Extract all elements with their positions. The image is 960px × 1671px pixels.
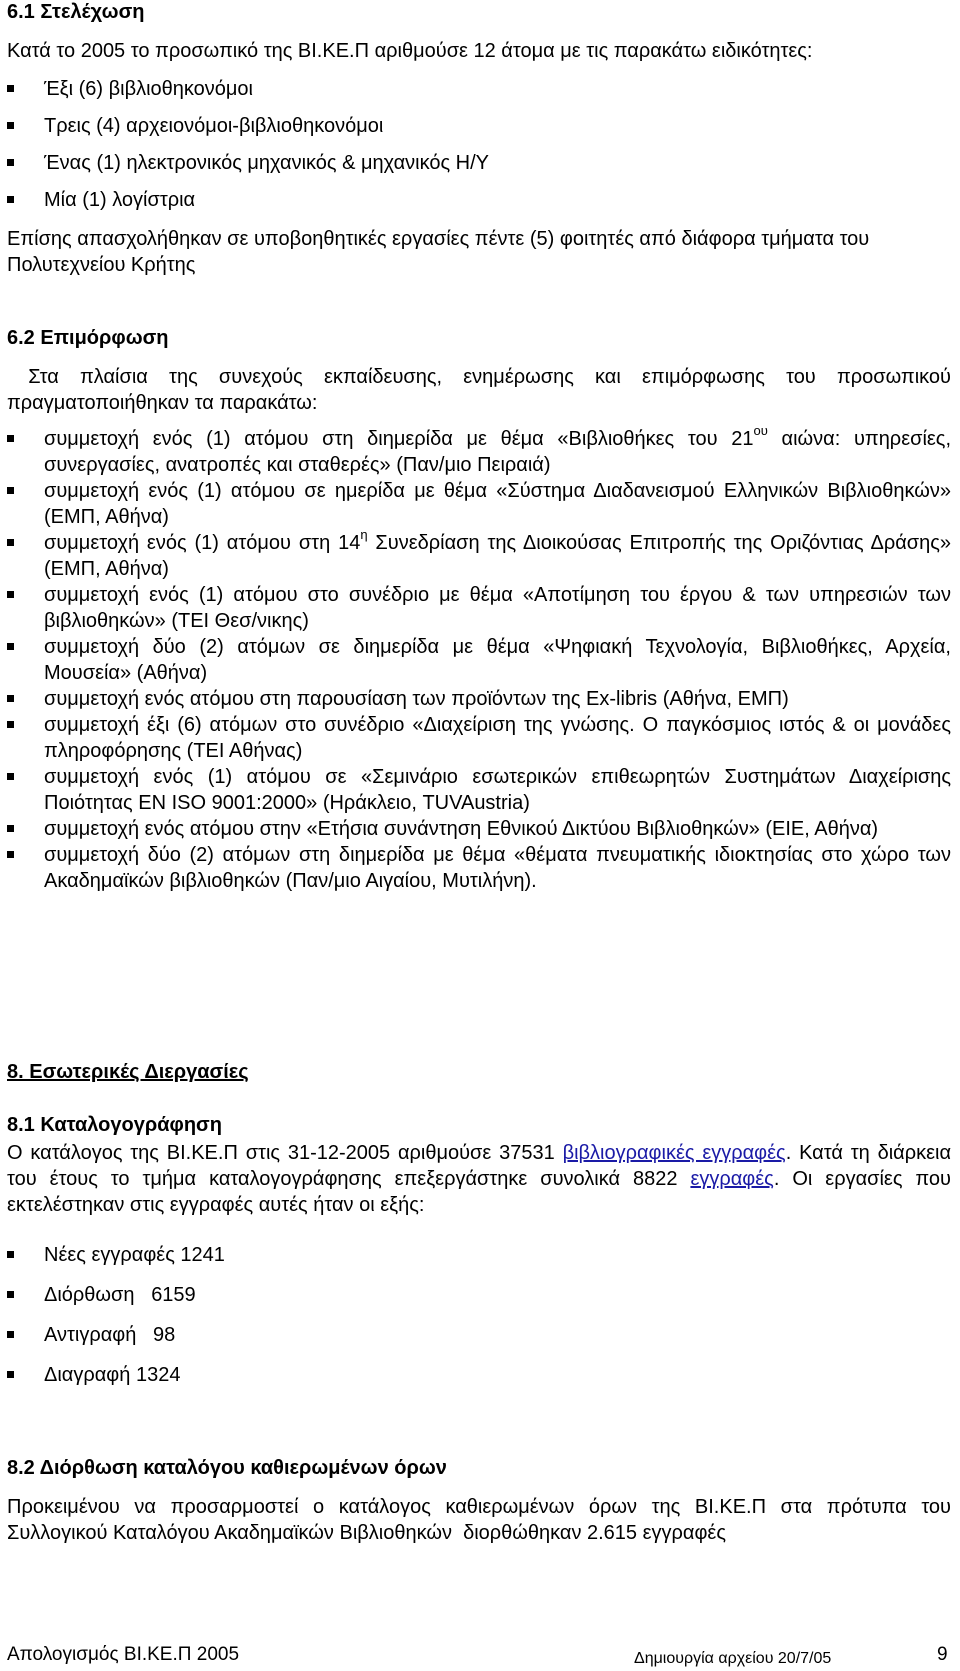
square-bullet-icon bbox=[7, 591, 14, 598]
list-item: Μία (1) λογίστρια bbox=[0, 187, 951, 213]
list-item: Διαγραφή 1324 bbox=[0, 1362, 951, 1388]
list-item: συμμετοχή ενός (1) ατόμου στο συνέδριο με θέμα «Αποτίμηση του έργου & των υπηρεσιών των βιβλιοθηκών» (ΤΕΙ Θεσ/νικης) bbox=[0, 582, 951, 634]
square-bullet-icon bbox=[7, 643, 14, 650]
list-item: Αντιγραφή 98 bbox=[0, 1322, 951, 1348]
section-8-2-title: 8.2 Διόρθωση καταλόγου καθιερωμένων όρων bbox=[7, 1457, 447, 1479]
list-item: Νέες εγγραφές 1241 bbox=[0, 1242, 951, 1268]
list-item: συμμετοχή δύο (2) ατόμων στη διημερίδα με θέμα «θέματα πνευματικής ιδιοκτησίας στο χώρο των Ακαδημαϊκών βιβλιοθηκών (Παν/μιο Αιγαίου, Μυτιλήνη). bbox=[0, 842, 951, 894]
list-item: Έξι (6) βιβλιοθηκονόμοι bbox=[0, 76, 951, 102]
footer-date: Δημιουργία αρχείου 20/7/05 bbox=[634, 1650, 832, 1667]
square-bullet-icon bbox=[7, 539, 14, 546]
list-item: συμμετοχή δύο (2) ατόμων σε διημερίδα με θέμα «Ψηφιακή Τεχνολογία, Βιβλιοθήκες, Αρχεία, Μουσεία» (Αθήνα) bbox=[0, 634, 951, 686]
square-bullet-icon bbox=[7, 1291, 14, 1298]
section-6-2-intro: Στα πλαίσια της συνεχούς εκπαίδευσης, ενημέρωσης και επιμόρφωσης του προσωπικού πραγματοποιήθηκαν τα παρακάτω: bbox=[7, 366, 957, 414]
square-bullet-icon bbox=[7, 122, 14, 129]
list-item: συμμετοχή ενός ατόμου στη παρουσίαση των προϊόντων της Ex-libris (Αθήνα, ΕΜΠ) bbox=[0, 686, 951, 712]
footer-title: Απολογισμός ΒΙ.ΚΕ.Π 2005 bbox=[7, 1644, 240, 1665]
list-item: συμμετοχή ενός (1) ατόμου στη διημερίδα με θέμα «Βιβλιοθήκες του $21^{o\upsilon}$ αιώνα: υπηρεσίες, συνεργασίες, ανατροπές και σταθερές» (Παν/μιο Πειραιά) bbox=[0, 426, 951, 478]
square-bullet-icon bbox=[7, 1371, 14, 1378]
list-item: συμμετοχή έξι (6) ατόμων στο συνέδριο «Διαχείριση της γνώσης. Ο παγκόσμιος ιστός & οι μονάδες πληροφόρησης (ΤΕΙ Αθήνας) bbox=[0, 712, 951, 764]
list-item: συμμετοχή ενός ατόμου στην «Ετήσια συνάντηση Εθνικού Δικτύου Βιβλιοθηκών» (ΕΙΕ, Αθήνα) bbox=[0, 816, 951, 842]
section-6-2-title: 6.2 Επιμόρφωση bbox=[7, 327, 169, 349]
section-8-2-text: Προκειμένου να προσαρμοστεί ο κατάλογος καθιερωμένων όρων της ΒΙ.ΚΕ.Π στα πρότυπα του Συλλογικού Καταλόγου Ακαδημαϊκών Βιβλιοθηκών διορθώθηκαν 2.615 εγγραφές bbox=[7, 1496, 957, 1544]
staff-list bbox=[0, 76, 960, 213]
section-8-1-text: Ο κατάλογος της ΒΙ.ΚΕ.Π στις 31-12-2005 αριθμούσε 37531 βιβλιογραφικές εγγραφές. Κατά τη διάρκεια του έτους το τμήμα καταλογογράφησης επεξεργάστηκε συνολικά 8822 εγγραφές. Οι εργασίες που εκτελέστηκαν στις εγγραφές αυτές ήταν οι εξής: bbox=[7, 1142, 952, 1216]
square-bullet-icon bbox=[7, 487, 14, 494]
square-bullet-icon bbox=[7, 825, 14, 832]
section-8-1-title: 8.1 Καταλογογράφηση bbox=[7, 1114, 222, 1136]
list-item: συμμετοχή ενός (1) ατόμου σε «Σεμινάριο εσωτερικών επιθεωρητών Συστημάτων Διαχείρισης Ποιότητας EN ISO 9001:2000» (Ηράκλειο, TUVAustria) bbox=[0, 764, 951, 816]
bibliographic-records-link[interactable]: βιβλιογραφικές εγγραφές bbox=[562, 1142, 786, 1164]
square-bullet-icon bbox=[7, 85, 14, 92]
square-bullet-icon bbox=[7, 695, 14, 702]
square-bullet-icon bbox=[7, 159, 14, 166]
page-number: 9 bbox=[937, 1644, 948, 1665]
list-item: συμμετοχή ενός (1) ατόμου σε ημερίδα με θέμα «Σύστημα Διαδανεισμού Ελληνικών Βιβλιοθηκών» (ΕΜΠ, Αθήνα) bbox=[0, 478, 951, 530]
section-8-title: 8. Εσωτερικές Διεργασίες bbox=[7, 1061, 249, 1083]
training-list bbox=[0, 423, 960, 894]
section-6-1-intro: Κατά το 2005 το προσωπικό της ΒΙ.ΚΕ.Π αριθμούσε 12 άτομα με τις παρακάτω ειδικότητες: bbox=[7, 40, 813, 62]
square-bullet-icon bbox=[7, 773, 14, 780]
square-bullet-icon bbox=[7, 435, 14, 442]
list-item: Διόρθωση 6159 bbox=[0, 1282, 951, 1308]
cataloguing-stats-list bbox=[0, 1242, 960, 1388]
square-bullet-icon bbox=[7, 1251, 14, 1258]
records-link[interactable]: εγγραφές bbox=[690, 1168, 774, 1190]
section-6-1-title: 6.1 Στελέχωση bbox=[7, 1, 145, 23]
square-bullet-icon bbox=[7, 851, 14, 858]
list-item: Ένας (1) ηλεκτρονικός μηχανικός & μηχανικός Η/Υ bbox=[0, 150, 951, 176]
section-6-1-note: Επίσης απασχολήθηκαν σε υποβοηθητικές εργασίες πέντε (5) φοιτητές από διάφορα τμήματα του Πολυτεχνείου Κρήτης bbox=[7, 228, 870, 276]
square-bullet-icon bbox=[7, 1331, 14, 1338]
list-item: συμμετοχή ενός (1) ατόμου στη $14^\eta$ Συνεδρίαση της Διοικούσας Επιτροπής της Οριζόντιας Δράσης» (ΕΜΠ, Αθήνα) bbox=[0, 530, 951, 582]
list-item: Τρεις (4) αρχειονόμοι-βιβλιοθηκονόμοι bbox=[0, 113, 951, 139]
square-bullet-icon bbox=[7, 721, 14, 728]
square-bullet-icon bbox=[7, 196, 14, 203]
